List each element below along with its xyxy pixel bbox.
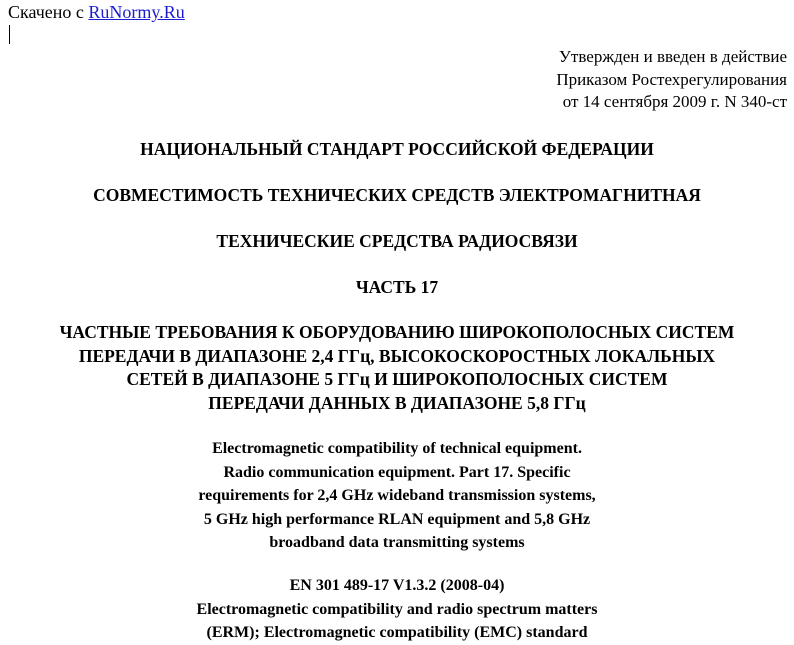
specific-requirements-heading: [0, 321, 794, 415]
reference-standard-line: Electromagnetic compatibility and radio spectrum matters: [196, 600, 598, 618]
part-heading: ЧАСТЬ 17: [355, 277, 439, 297]
english-title-line: Electromagnetic compatibility of technical equipment.: [212, 440, 582, 457]
reference-standard-code: EN 301 489-17 V1.3.2 (2008-04): [289, 577, 505, 594]
english-title-line: broadband data transmitting systems: [269, 534, 525, 551]
runormy-link[interactable]: RuNormy.Ru: [88, 2, 185, 22]
english-title-line: 5 GHz high performance RLAN equipment and 5,8 GHz: [203, 510, 591, 528]
english-title-line: Radio communication equipment. Part 17. Specific: [223, 463, 571, 481]
heading-line: ЧАСТНЫЕ ТРЕБОВАНИЯ К ОБОРУДОВАНИЮ ШИРОКОПОЛОСНЫХ СИСТЕМ: [59, 322, 735, 342]
download-prefix: Скачено с: [8, 2, 84, 22]
text-cursor: [9, 25, 10, 44]
reference-standard-line: (ERM); Electromagnetic compatibility (EMC) standard: [206, 624, 588, 641]
approval-block: [556, 46, 787, 114]
heading-line: ПЕРЕДАЧИ В ДИАПАЗОНЕ 2,4 ГГц, ВЫСОКОСКОРОСТНЫХ ЛОКАЛЬНЫХ: [78, 345, 716, 366]
approval-line: Утвержден и введен в действие: [558, 47, 787, 66]
standard-type-heading: НАЦИОНАЛЬНЫЙ СТАНДАРТ РОССИЙСКОЙ ФЕДЕРАЦИИ: [140, 139, 654, 159]
heading-line: СЕТЕЙ В ДИАПАЗОНЕ 5 ГГц И ШИРОКОПОЛОСНЫХ СИСТЕМ: [126, 369, 668, 389]
download-source-line: [8, 1, 185, 23]
subject-heading: СОВМЕСТИМОСТЬ ТЕХНИЧЕСКИХ СРЕДСТВ ЭЛЕКТРОМАГНИТНАЯ: [93, 185, 701, 205]
approval-line: от 14 сентября 2009 г. N 340-ст: [562, 92, 787, 111]
category-heading: ТЕХНИЧЕСКИЕ СРЕДСТВА РАДИОСВЯЗИ: [216, 231, 578, 251]
approval-line: Приказом Ростехрегулирования: [556, 69, 787, 89]
english-title-line: requirements for 2,4 GHz wideband transmission systems,: [198, 487, 596, 504]
heading-line: ПЕРЕДАЧИ ДАННЫХ В ДИАПАЗОНЕ 5,8 ГГц: [208, 392, 586, 413]
reference-standard: [0, 574, 794, 645]
english-title: [0, 437, 794, 555]
